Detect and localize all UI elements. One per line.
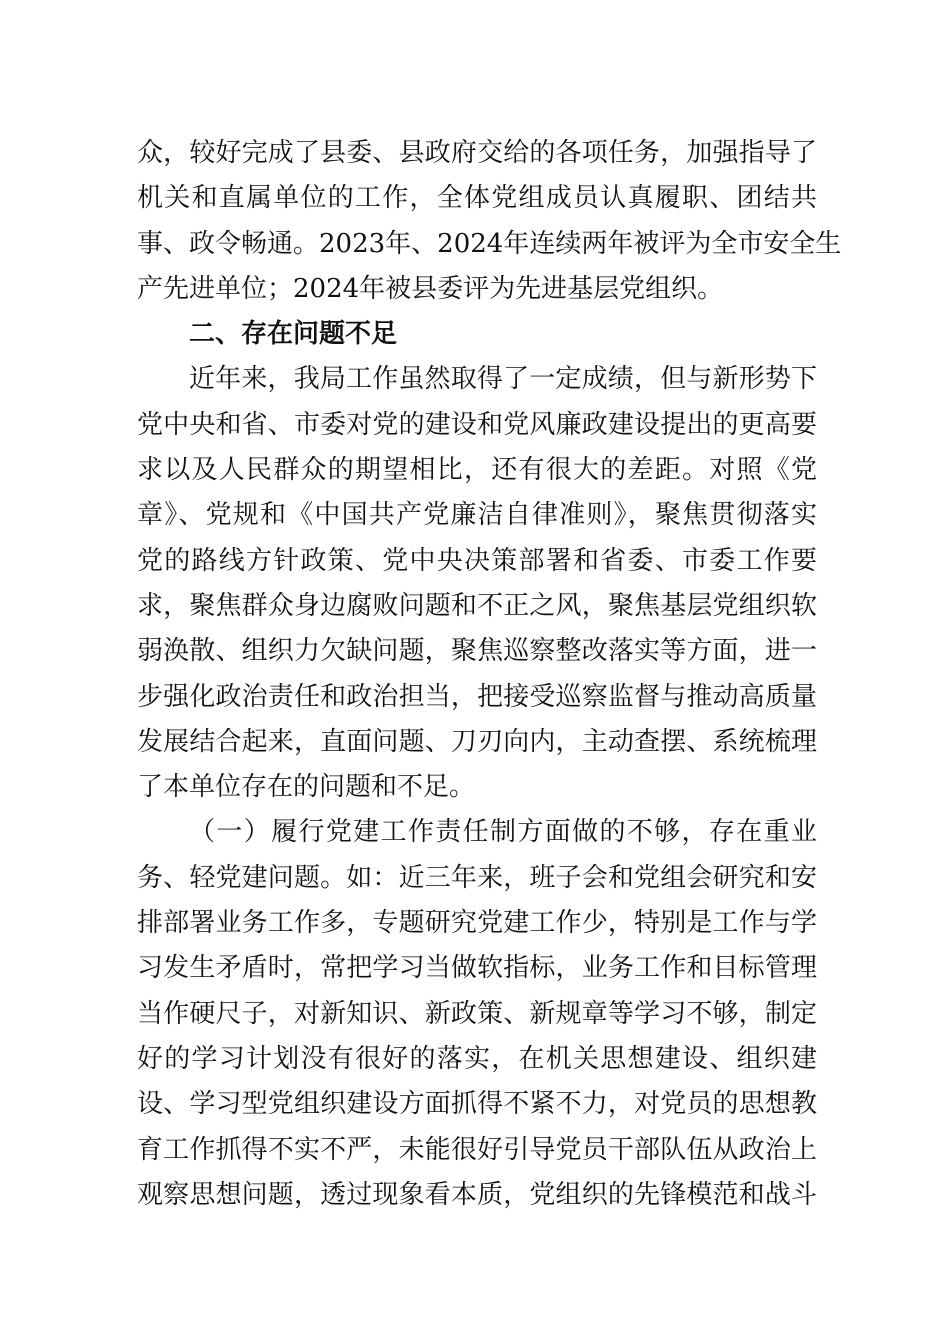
paragraph-line: 发展结合起来，直面问题、刀刃向内，主动查摆、系统梳理 <box>137 726 817 757</box>
paragraph-line: 排部署业务工作多，专题研究党建工作少，特别是工作与学 <box>137 908 817 939</box>
paragraph-line: 好的学习计划没有很好的落实，在机关思想建设、组织建 <box>137 1043 817 1074</box>
paragraph-line: 机关和直属单位的工作，全体党组成员认真履职、团结共 <box>137 183 817 214</box>
paragraph-line: 育工作抓得不实不严，未能很好引导党员干部队伍从政治上 <box>137 1134 817 1165</box>
paragraph-line: 近年来，我局工作虽然取得了一定成绩，但与新形势下 <box>189 364 817 395</box>
paragraph-line: 务、轻党建问题。如：近三年来，班子会和党组会研究和安 <box>137 862 817 893</box>
paragraph-line: 弱涣散、组织力欠缺问题，聚焦巡察整改落实等方面，进一 <box>137 636 817 667</box>
paragraph-line: 当作硬尺子，对新知识、新政策、新规章等学习不够，制定 <box>137 998 817 1029</box>
paragraph-line: 事、政令畅通。2023年、2024年连续两年被评为全市安全生 <box>137 228 842 259</box>
subsection-heading-line: （一）履行党建工作责任制方面做的不够，存在重业 <box>189 817 817 848</box>
document-body <box>137 131 842 1218</box>
paragraph-line: 党的路线方针政策、党中央决策部署和省委、市委工作要 <box>137 545 817 576</box>
paragraph-line: 设、学习型党组织建设方面抓得不紧不力，对党员的思想教 <box>137 1089 817 1120</box>
paragraph-line: 众，较好完成了县委、县政府交给的各项任务，加强指导了 <box>137 138 817 168</box>
paragraph-line: 观察思想问题，透过现象看本质，党组织的先锋模范和战斗 <box>137 1179 817 1210</box>
paragraph-line: 章》、党规和《中国共产党廉洁自律准则》，聚焦贯彻落实 <box>137 500 817 531</box>
paragraph-line: 求，聚焦群众身边腐败问题和不正之风，聚焦基层党组织软 <box>137 590 817 621</box>
paragraph-line: 党中央和省、市委对党的建设和党风廉政建设提出的更高要 <box>137 409 817 440</box>
section-heading: 二、存在问题不足 <box>189 319 398 350</box>
paragraph-line: 求以及人民群众的期望相比，还有很大的差距。对照《党 <box>137 455 817 486</box>
paragraph-line: 习发生矛盾时，常把学习当做软指标，业务工作和目标管理 <box>137 953 817 984</box>
paragraph-line: 了本单位存在的问题和不足。 <box>137 772 476 803</box>
paragraph-line: 产先进单位；2024年被县委评为先进基层党组织。 <box>137 273 724 304</box>
paragraph-line: 步强化政治责任和政治担当，把接受巡察监督与推动高质量 <box>137 681 817 712</box>
